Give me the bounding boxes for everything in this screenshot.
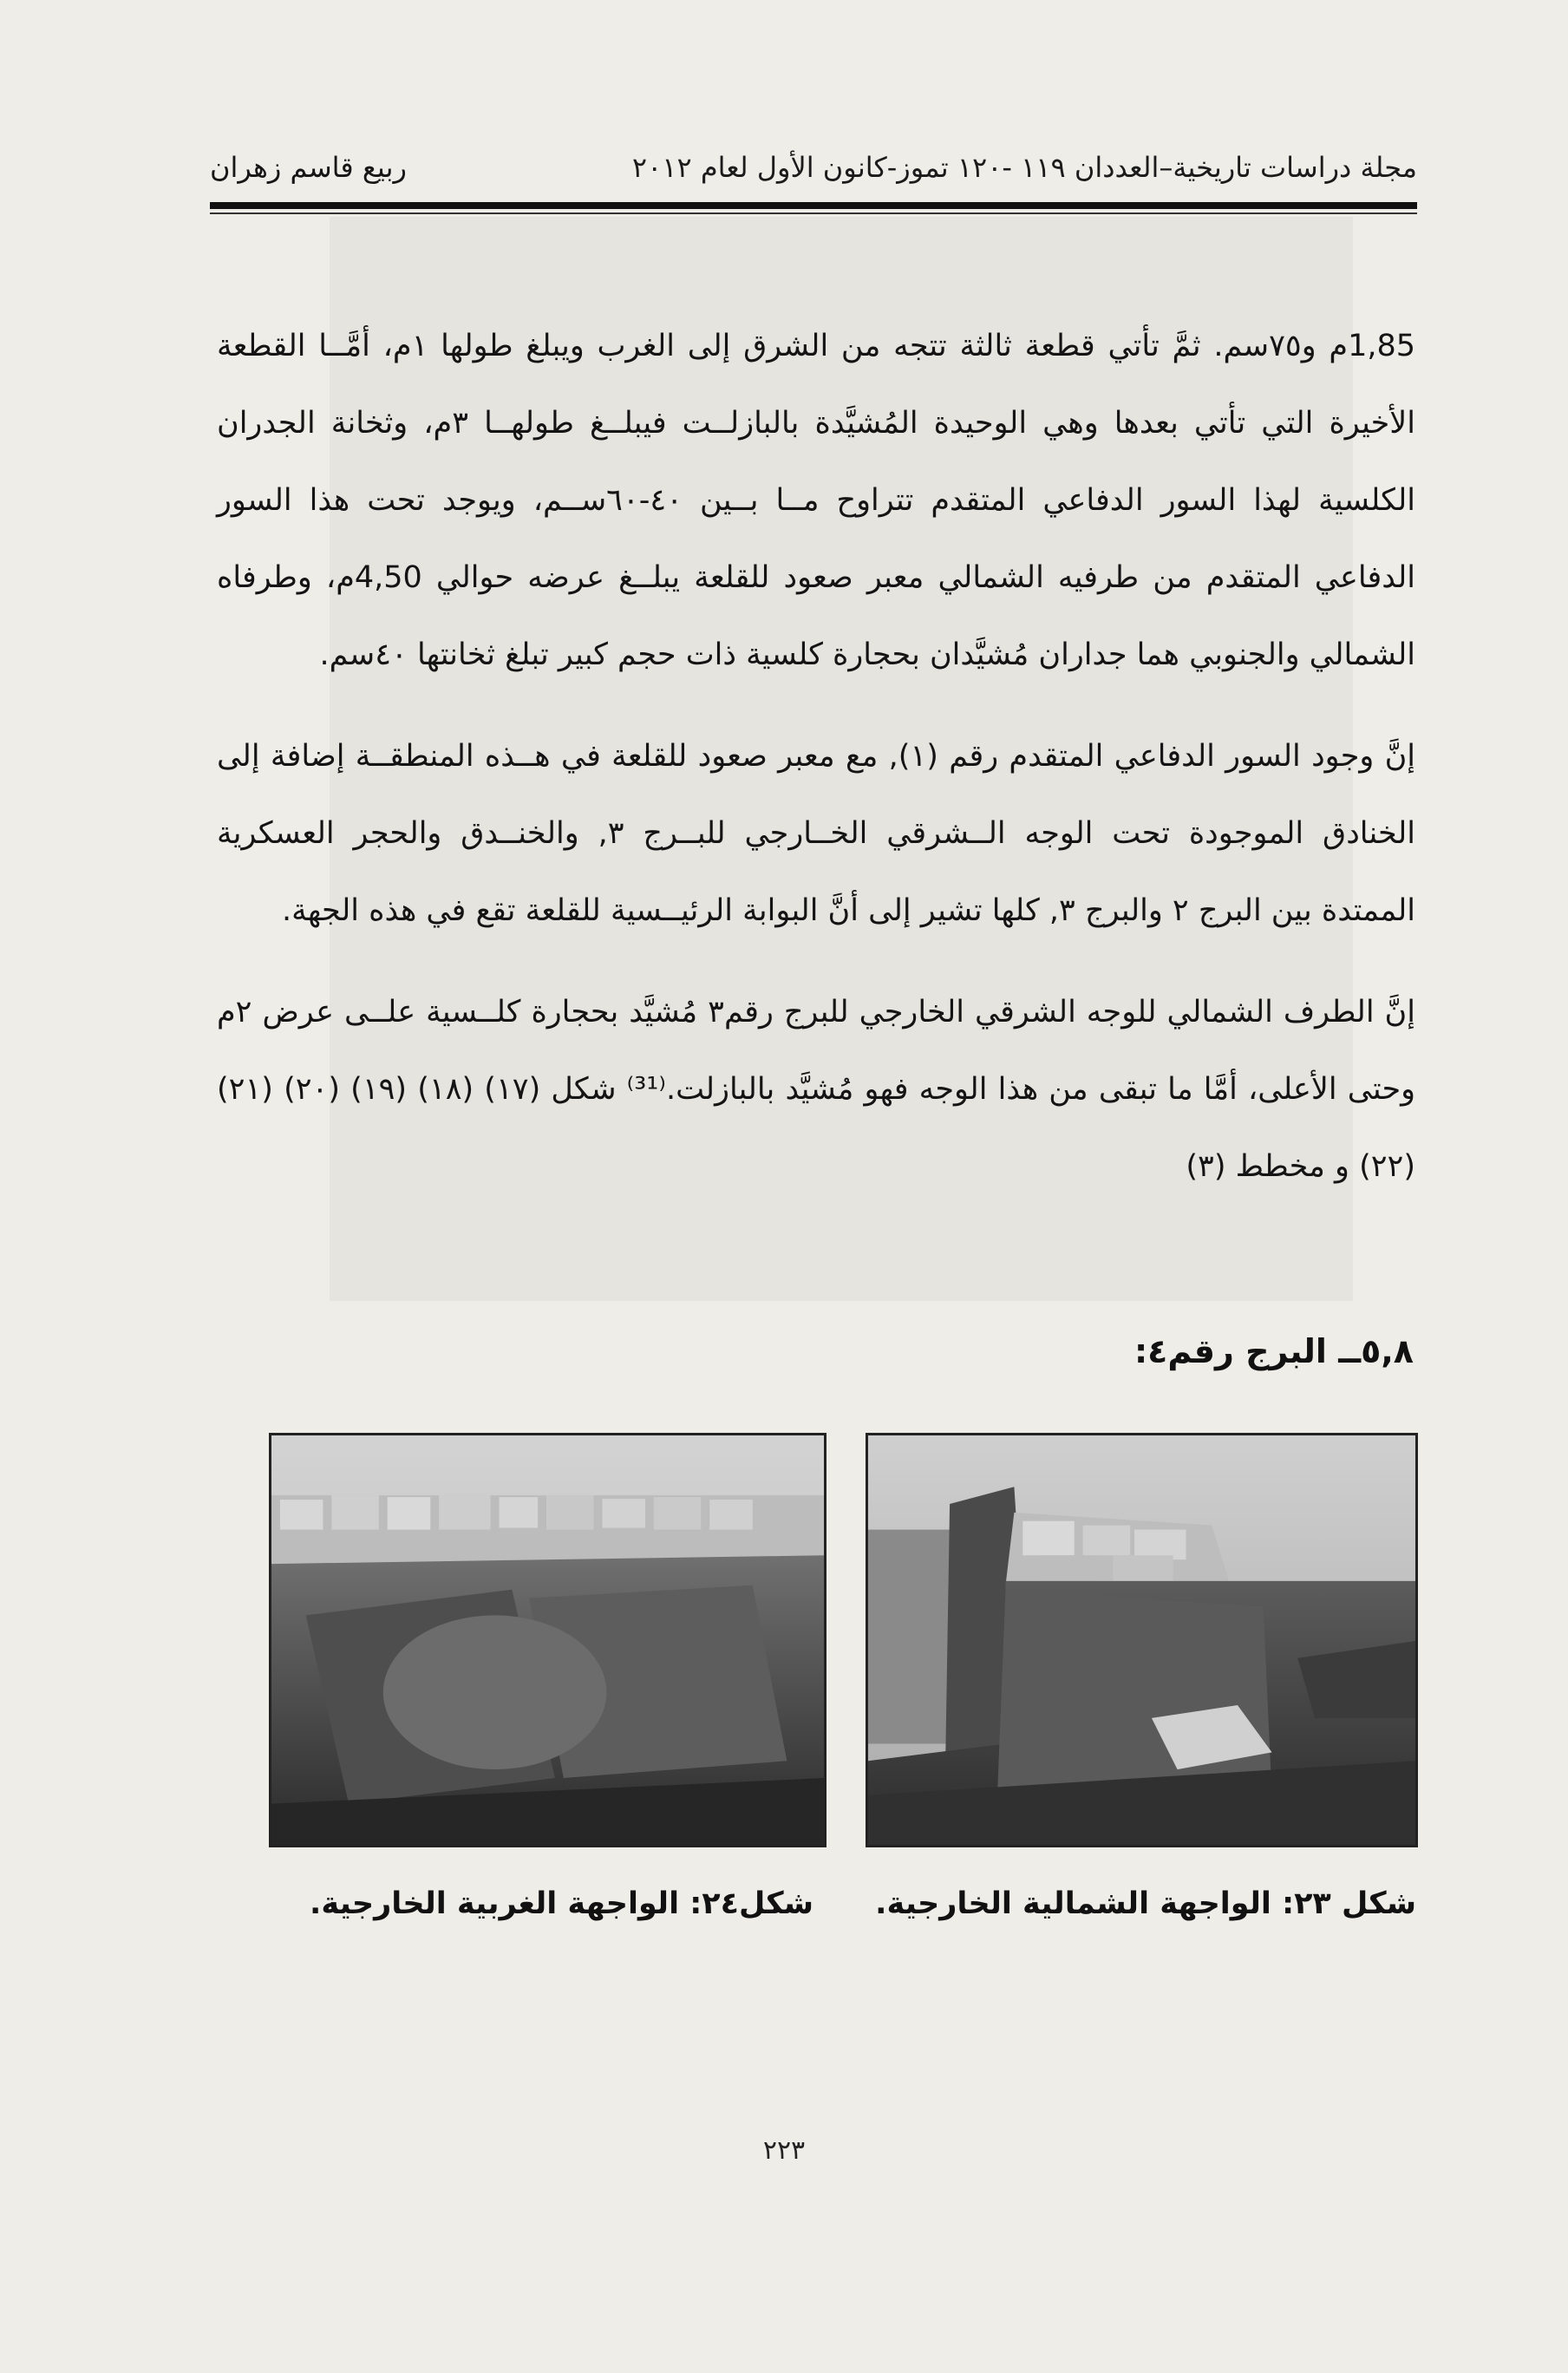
figure-23-photo	[866, 1433, 1418, 1847]
section-heading: ٥,٨ــ البرج رقم٤:	[1134, 1332, 1414, 1370]
header-journal-info: مجلة دراسات تاريخية–العددان ١١٩ -١٢٠ تموز-كانون الأول لعام ٢٠١٢	[631, 151, 1417, 184]
figure-24-caption: شكل٢٤: الواجهة الغربية الخارجية.	[310, 1886, 813, 1921]
page-number: ٢٢٣	[762, 2135, 806, 2166]
paragraph-3: إنَّ الطرف الشمالي للوجه الشرقي الخارجي للبرج رقم٣ مُشيَّد بحجارة كلــسية علــى عرض ٢م وحتى الأعلى، أمَّا ما تبقى من هذا الوجه فهو مُشيَّد بالبازلت.⁽³¹⁾ شكل (١٧) (١٨) (١٩) (٢٠) (٢١) (٢٢) و مخطط (٣)	[217, 995, 1416, 1184]
figure-24-photo	[269, 1433, 826, 1847]
body-text	[217, 308, 1415, 1206]
running-header	[210, 143, 1417, 204]
paragraph-2: إنَّ وجود السور الدفاعي المتقدم رقم (١), مع معبر صعود للقلعة في هــذه المنطقــة إضافة إلى الخنادق الموجودة تحت الوجه الــشرقي الخــارجي للبــرج ٣, والخنــدق والحجر العسكرية الممتدة بين البرج ٢ والبرج ٣, كلها تشير إلى أنَّ البوابة الرئيــسية للقلعة تقع في هذه الجهة.	[217, 739, 1415, 928]
figure-23-caption: شكل ٢٣: الواجهة الشمالية الخارجية.	[875, 1886, 1416, 1921]
paragraph-1: 1,85م و٧٥سم. ثمَّ تأتي قطعة ثالثة تتجه من الشرق إلى الغرب ويبلغ طولها ١م، أمَّــا القطعة الأخيرة التي تأتي بعدها وهي الوحيدة المُشيَّدة بالبازلــت فيبلــغ طولهــا ٣م، وثخانة الجدران الكلسية لهذا السور الدفاعي المتقدم تتراوح مــا بــين ٤٠-٦٠ســم، ويوجد تحت هذا السور الدفاعي المتقدم من طرفيه الشمالي معبر صعود للقلعة يبلــغ عرضه حوالي 4,50م، وطرفاه الشمالي والجنوبي هما جداران مُشيَّدان بحجارة كلسية ذات حجم كبير تبلغ ثخانتها ٤٠سم.	[217, 329, 1415, 672]
header-rule-thick	[210, 202, 1417, 209]
header-author: ربيع قاسم زهران	[210, 151, 407, 184]
header-rule-thin	[210, 212, 1417, 214]
